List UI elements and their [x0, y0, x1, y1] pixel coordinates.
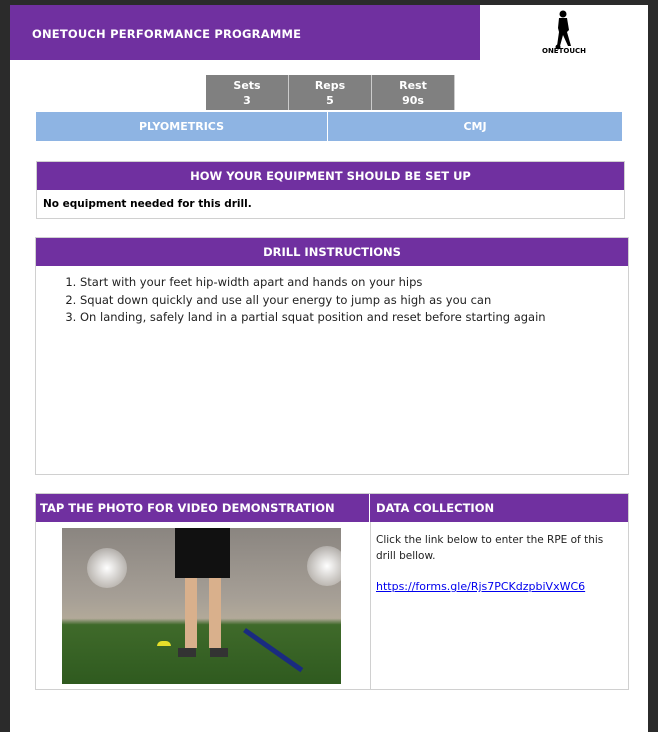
- stat-value: 5: [326, 94, 334, 107]
- player-leg: [185, 578, 197, 648]
- equipment-heading: HOW YOUR EQUIPMENT SHOULD BE SET UP: [37, 162, 624, 190]
- instructions-section: [35, 237, 629, 475]
- floodlight: [307, 546, 341, 586]
- player-silhouette-icon: [549, 9, 579, 51]
- training-cone: [157, 641, 171, 646]
- player-shoe: [178, 648, 196, 657]
- category-type: PLYOMETRICS: [36, 112, 328, 141]
- video-heading: TAP THE PHOTO FOR VIDEO DEMONSTRATION: [36, 494, 370, 522]
- instructions-heading: DRILL INSTRUCTIONS: [36, 238, 628, 266]
- pitch-line: [243, 628, 303, 672]
- stat-value: 3: [243, 94, 251, 107]
- player-leg: [209, 578, 221, 648]
- stat-label: Reps: [314, 79, 346, 92]
- stat-sets: [206, 75, 289, 110]
- data-collection-text: Click the link below to enter the RPE of this drill bellow.: [376, 534, 604, 562]
- player-shoe: [210, 648, 228, 657]
- stat-reps: [289, 75, 372, 110]
- stat-value: 90s: [402, 94, 424, 107]
- floodlight: [87, 548, 127, 588]
- column-divider: [370, 522, 371, 689]
- stat-label: Rest: [399, 79, 427, 92]
- document-page: [10, 5, 648, 732]
- category-exercise: CMJ: [328, 112, 622, 141]
- instruction-step: 2. Squat down quickly and use all your energy to jump as high as you can: [80, 292, 628, 310]
- instruction-step: 3. On landing, safely land in a partial squat position and reset before starting again: [80, 309, 628, 327]
- player-shorts: [175, 528, 230, 578]
- video-demo-photo[interactable]: [62, 528, 341, 684]
- equipment-section: [36, 161, 625, 219]
- stat-label: Sets: [233, 79, 261, 92]
- equipment-text: No equipment needed for this drill.: [43, 198, 252, 210]
- logo-text: ONETOUCH: [542, 47, 586, 55]
- instruction-list: [36, 266, 628, 327]
- rpe-form-link[interactable]: https://forms.gle/Rjs7PCKdzpbiVxWC6: [376, 580, 586, 593]
- onetouch-logo: [480, 5, 648, 60]
- programme-title: ONETOUCH PERFORMANCE PROGRAMME: [10, 5, 480, 60]
- stat-rest: [372, 75, 455, 110]
- instruction-step: 1. Start with your feet hip-width apart and hands on your hips: [80, 274, 628, 292]
- data-collection-heading: DATA COLLECTION: [370, 494, 628, 522]
